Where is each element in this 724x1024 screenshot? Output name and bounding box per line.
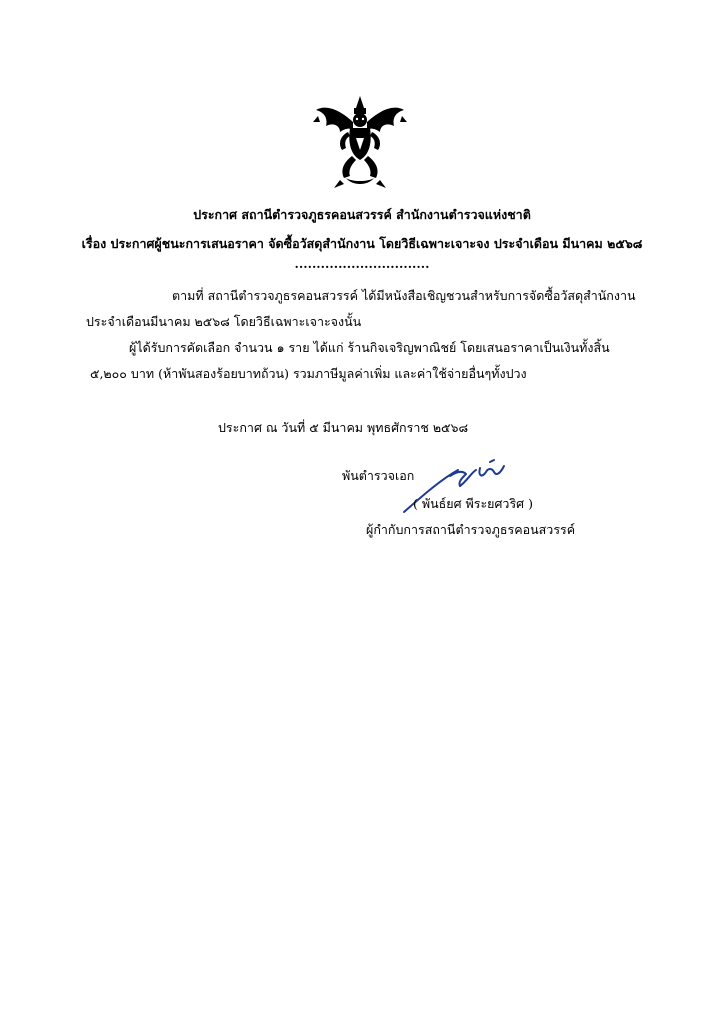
signatory-position: ผู้กำกับการสถานีตำรวจภูธรคอนสวรรค์ [366, 522, 576, 537]
body-para2-line1: ผู้ได้รับการคัดเลือก จำนวน ๑ ราย ได้แก่ ร้านกิจเจริญพาณิชย์ โดยเสนอราคาเป็นเงินทั้งสิ้น [129, 340, 610, 355]
header-divider: ............................... [294, 256, 430, 271]
signatory-rank: พันตำรวจเอก [342, 468, 415, 483]
page-subject: เรื่อง ประกาศผู้ชนะการเสนอราคา จัดซื้อวัสดุสำนักงาน โดยวิธีเฉพาะเจาะจง ประจำเดือน มีนาคม ๒๕๖๘ [81, 236, 643, 251]
garuda-emblem-icon [310, 92, 410, 192]
announcement-date: ประกาศ ณ วันที่ ๕ มีนาคม พุทธศักราช ๒๕๖๘ [218, 420, 469, 435]
page-title: ประกาศ สถานีตำรวจภูธรคอนสวรรค์ สำนักงานตำรวจแห่งชาติ [193, 207, 531, 222]
signatory-name: ( พันธ์ยศ พีระยศวริศ ) [413, 496, 533, 511]
body-para2-line2: ๕,๒๐๐ บาท (ห้าพันสองร้อยบาทถ้วน) รวมภาษีมูลค่าเพิ่ม และค่าใช้จ่ายอื่นๆทั้งปวง [90, 366, 527, 381]
body-para1-line2: ประจำเดือนมีนาคม ๒๕๖๘ โดยวิธีเฉพาะเจาะจงนั้น [86, 314, 362, 329]
body-para1-line1: ตามที่ สถานีตำรวจภูธรคอนสวรรค์ ได้มีหนังสือเชิญชวนสำหรับการจัดซื้อวัสดุสำนักงาน [172, 288, 636, 303]
